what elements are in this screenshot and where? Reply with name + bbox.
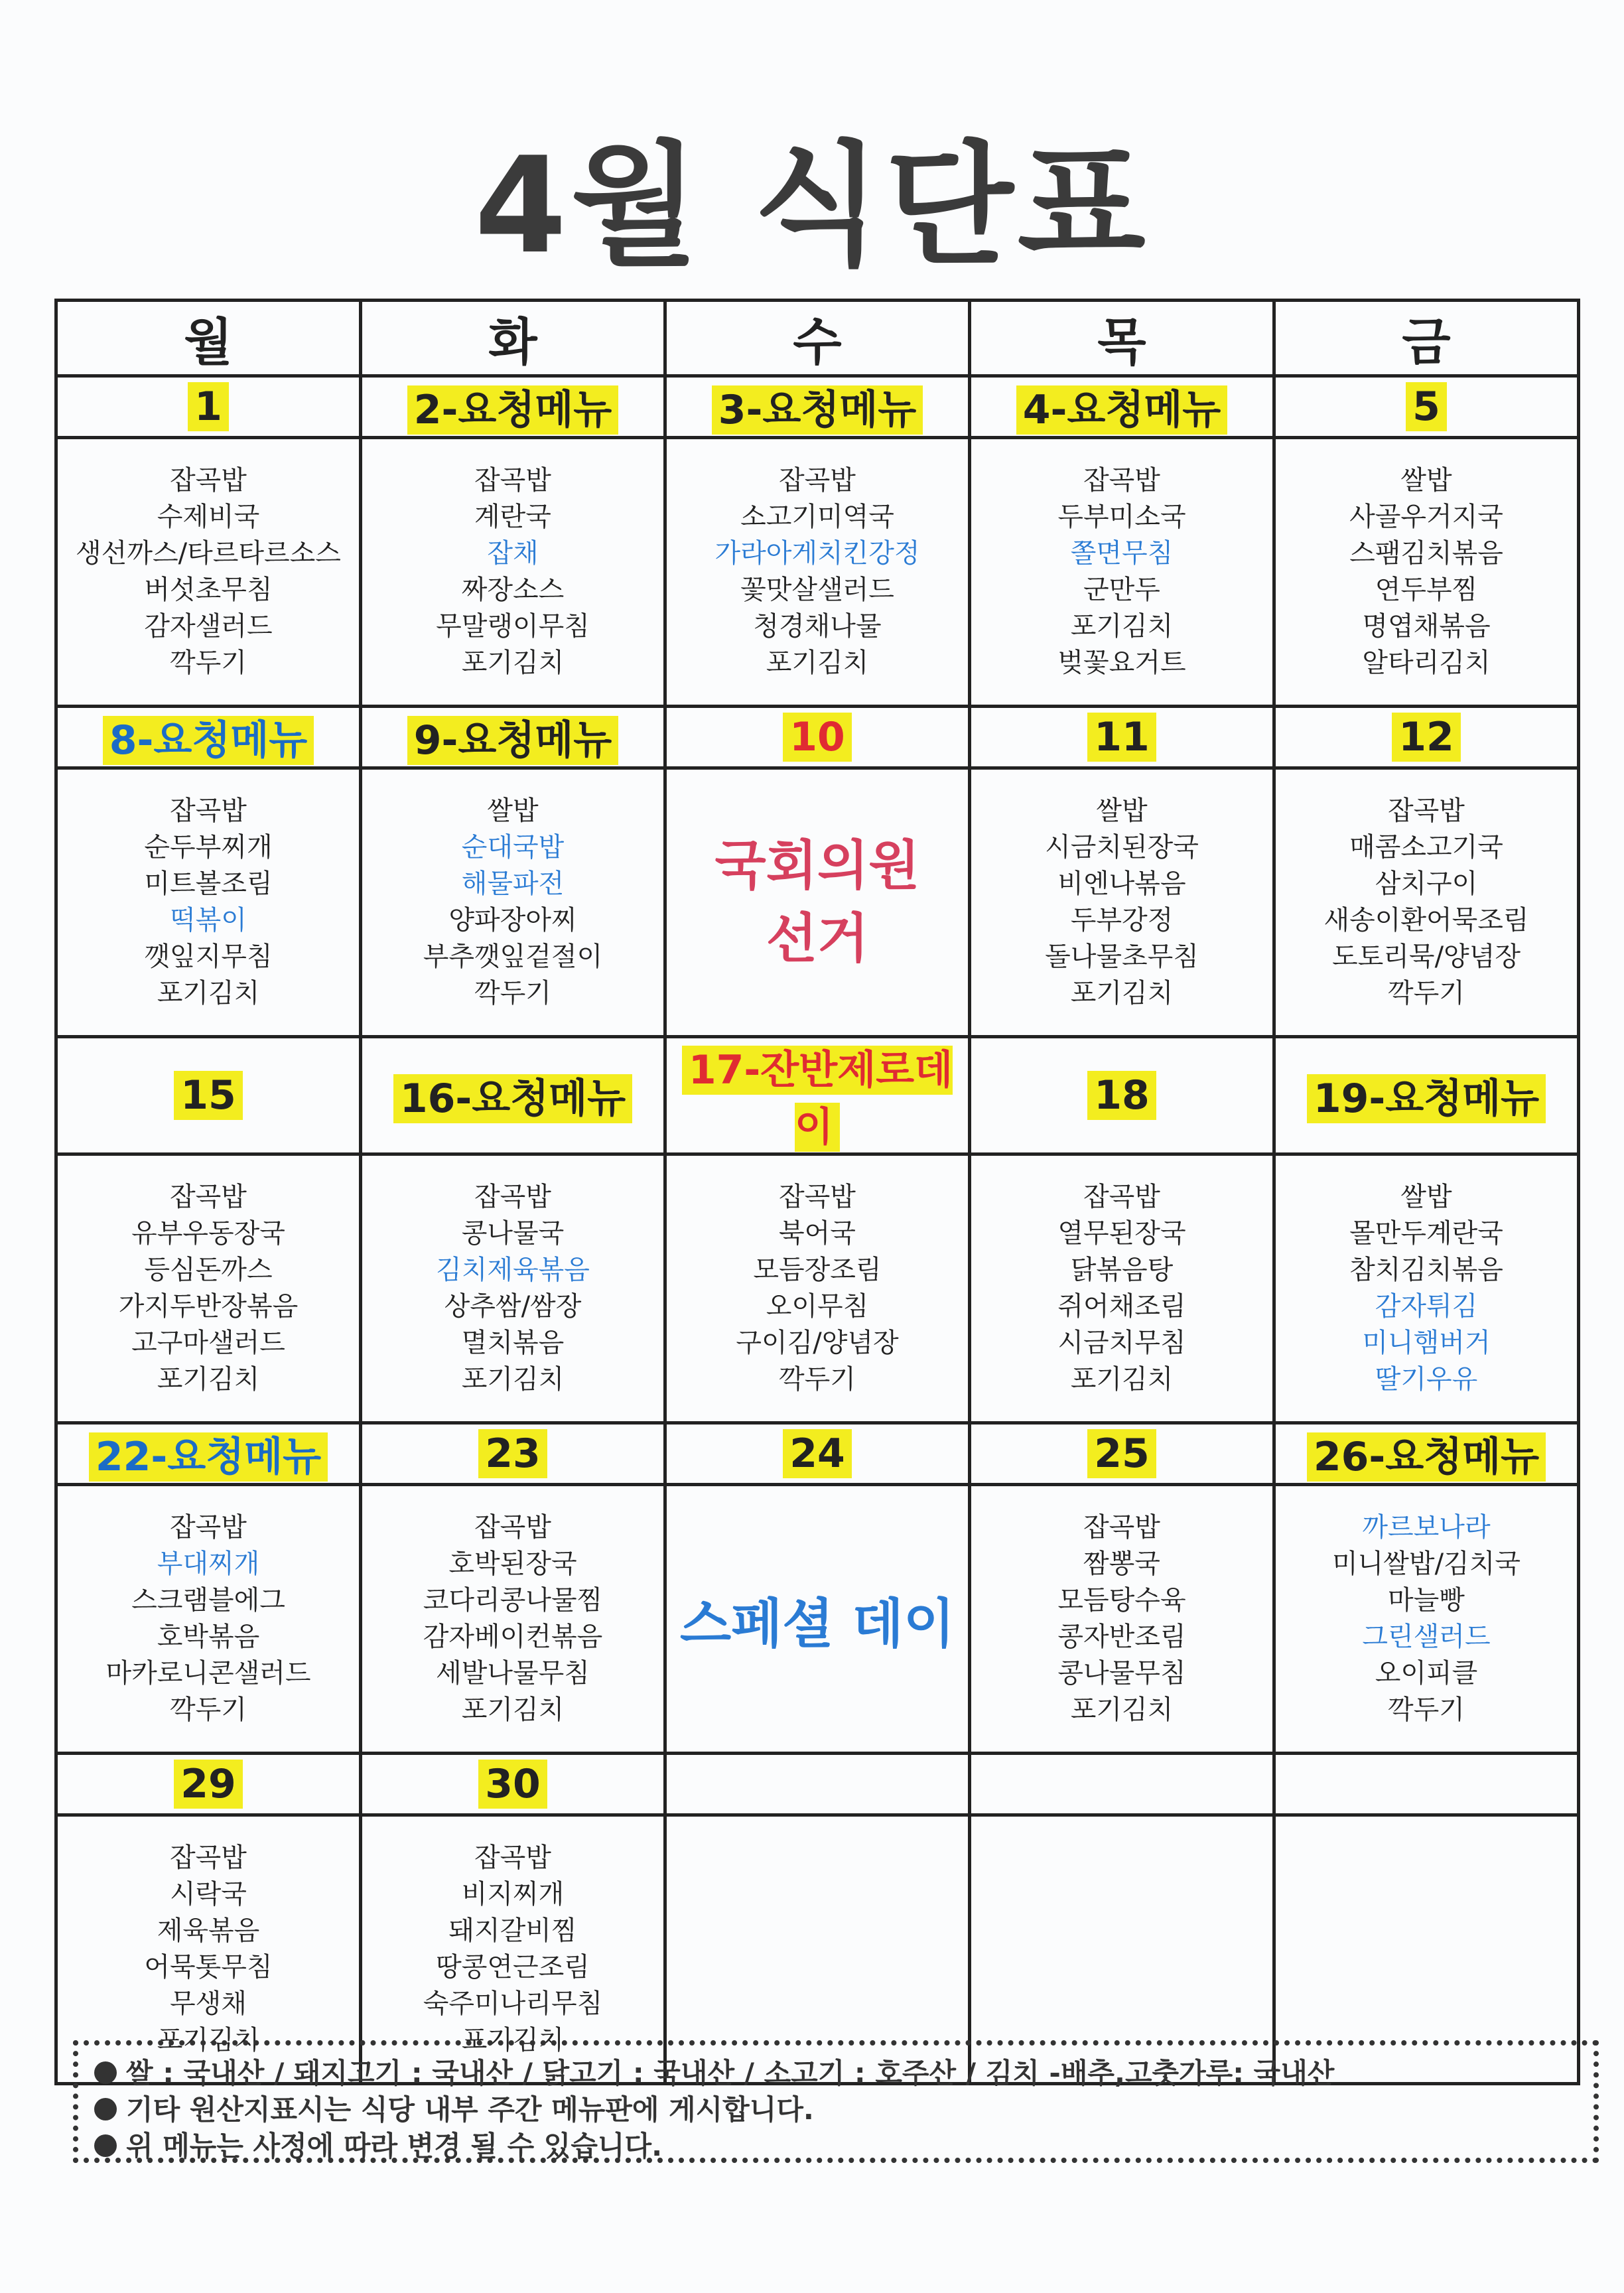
special-event-text: 스페셜 데이 <box>679 1592 955 1655</box>
menu-item: 감자샐러드 <box>144 611 273 642</box>
menu-item: 잡곡밥 <box>779 465 856 496</box>
note-text: 쌀 : 국내산 / 돼지고기 : 국내산 / 닭고기 : 국내산 / 소고기 : 호주산 / 김치 -배추,고춧가루: 국내산 <box>126 2057 1335 2089</box>
menu-item: 깻잎지무침 <box>144 941 273 972</box>
menu-item: 포기김치 <box>157 1364 260 1395</box>
note-line <box>94 2091 1578 2128</box>
menu-item: 상추쌈/쌈장 <box>444 1291 582 1322</box>
menu-item: 마늘빵 <box>1388 1585 1465 1616</box>
weekday-header: 화 <box>361 301 665 376</box>
menu-item: 도토리묵/양념장 <box>1332 941 1521 972</box>
menu-item: 호박볶음 <box>157 1622 260 1652</box>
menu-cell <box>970 438 1274 707</box>
menu-item: 부대찌개 <box>157 1549 260 1579</box>
menu-item: 시락국 <box>170 1879 247 1910</box>
menu-cell <box>1274 438 1579 707</box>
menu-cell <box>361 768 665 1037</box>
menu-item: 잡곡밥 <box>474 1512 551 1543</box>
menu-item: 쌀밥 <box>487 796 539 826</box>
menu-cell <box>970 1485 1274 1754</box>
menu-item: 벚꽃요거트 <box>1057 648 1186 678</box>
menu-item: 포기김치 <box>1070 1364 1174 1395</box>
menu-item: 꽃맛살샐러드 <box>740 575 894 605</box>
date-cell <box>361 1423 665 1485</box>
menu-item: 부추깻잎겉절이 <box>423 941 603 972</box>
date-cell <box>970 376 1274 438</box>
menu-item: 북어국 <box>779 1218 856 1249</box>
menu-list <box>362 793 663 1012</box>
menu-list <box>362 1840 663 2059</box>
menu-item: 멸치볶음 <box>461 1328 565 1358</box>
date-label: 3-요청메뉴 <box>712 385 923 435</box>
menu-list <box>58 1509 359 1728</box>
menu-cell <box>1274 768 1579 1037</box>
menu-cell <box>1274 1154 1579 1423</box>
menu-item: 잡곡밥 <box>1083 1182 1160 1212</box>
date-label: 29 <box>174 1760 243 1809</box>
menu-item: 잡곡밥 <box>170 1512 247 1543</box>
weekday-header: 목 <box>970 301 1274 376</box>
date-cell <box>361 1754 665 1815</box>
date-label: 25 <box>1087 1429 1156 1478</box>
menu-item: 포기김치 <box>461 1695 565 1725</box>
menu-item: 오이피클 <box>1375 1658 1478 1689</box>
bullet-icon <box>94 2098 117 2120</box>
date-cell <box>1274 1423 1579 1485</box>
menu-item: 스크램블에그 <box>131 1585 285 1616</box>
menu-list <box>362 1509 663 1728</box>
date-cell <box>665 1037 970 1154</box>
page-title: 4월 식단표 <box>474 129 1150 283</box>
date-cell <box>970 1423 1274 1485</box>
date-cell <box>970 1037 1274 1154</box>
menu-item: 등심돈까스 <box>144 1255 273 1285</box>
menu-list <box>58 1179 359 1398</box>
menu-item: 짜장소스 <box>461 575 565 605</box>
menu-item: 닭볶음탕 <box>1070 1255 1174 1285</box>
menu-cell <box>970 768 1274 1037</box>
menu-item: 미니쌀밥/김치국 <box>1332 1549 1521 1579</box>
menu-list <box>58 462 359 681</box>
menu-item: 포기김치 <box>1070 611 1174 642</box>
menu-item: 소고기미역국 <box>740 502 894 532</box>
menu-item: 깍두기 <box>1388 1695 1465 1725</box>
date-cell <box>970 707 1274 768</box>
date-label: 19-요청메뉴 <box>1307 1074 1546 1123</box>
menu-item: 계란국 <box>474 502 551 532</box>
menu-item: 포기김치 <box>461 2025 565 2055</box>
menu-item: 제육볶음 <box>157 1915 260 1946</box>
date-row <box>56 1037 1579 1154</box>
menu-item: 연두부찜 <box>1375 575 1478 605</box>
weekday-header: 금 <box>1274 301 1579 376</box>
menu-list <box>971 1179 1272 1398</box>
menu-item: 포기김치 <box>766 648 869 678</box>
menu-cell <box>665 1154 970 1423</box>
menu-item: 잡곡밥 <box>779 1182 856 1212</box>
date-cell <box>361 1037 665 1154</box>
menu-cell <box>56 1485 361 1754</box>
menu-item: 명엽채볶음 <box>1362 611 1491 642</box>
date-label: 26-요청메뉴 <box>1307 1432 1546 1482</box>
menu-item: 까르보나라 <box>1362 1512 1491 1543</box>
menu-item: 쌀밥 <box>1400 1182 1452 1212</box>
menu-item: 깍두기 <box>170 648 247 678</box>
menu-item: 감자튀김 <box>1375 1291 1478 1322</box>
date-row <box>56 1754 1579 1815</box>
menu-item: 땅콩연근조림 <box>436 1952 590 1982</box>
weekday-header: 월 <box>56 301 361 376</box>
menu-cell <box>1274 1485 1579 1754</box>
menu-item: 오이무침 <box>766 1291 869 1322</box>
menu-item: 모듬탕수육 <box>1057 1585 1186 1616</box>
menu-item: 생선까스/타르타르소스 <box>76 538 341 569</box>
menu-item: 김치제육볶음 <box>436 1255 590 1285</box>
menu-item: 포기김치 <box>461 1364 565 1395</box>
menu-item: 잡곡밥 <box>474 1842 551 1873</box>
menu-item: 고구마샐러드 <box>131 1328 285 1358</box>
menu-item: 쌀밥 <box>1400 465 1452 496</box>
menu-item: 열무된장국 <box>1057 1218 1186 1249</box>
menu-item: 코다리콩나물찜 <box>423 1585 603 1616</box>
menu-cell <box>665 438 970 707</box>
menu-item: 호박된장국 <box>448 1549 577 1579</box>
menu-item: 알타리김치 <box>1362 648 1491 678</box>
menu-list <box>971 793 1272 1012</box>
menu-list <box>971 1509 1272 1728</box>
date-label: 10 <box>783 713 852 762</box>
menu-cell <box>665 768 970 1037</box>
menu-item: 포기김치 <box>157 978 260 1008</box>
menu-list <box>667 1179 968 1398</box>
menu-item: 포기김치 <box>461 648 565 678</box>
menu-item: 새송이환어묵조림 <box>1323 905 1529 936</box>
date-label: 8-요청메뉴 <box>103 716 314 765</box>
menu-item: 청경채나물 <box>753 611 882 642</box>
menu-item: 순대국밥 <box>461 832 565 863</box>
menu-item: 구이김/양념장 <box>736 1328 899 1358</box>
note-text: 기타 원산지표시는 식당 내부 주간 메뉴판에 게시합니다. <box>126 2093 814 2126</box>
date-row <box>56 707 1579 768</box>
date-cell <box>1274 707 1579 768</box>
menu-item: 잡곡밥 <box>170 1842 247 1873</box>
menu-item: 비엔나볶음 <box>1057 869 1186 899</box>
bullet-icon <box>94 2134 117 2157</box>
menu-item: 스팸김치볶음 <box>1349 538 1503 569</box>
menu-item: 쫄면무침 <box>1070 538 1174 569</box>
date-cell <box>56 707 361 768</box>
menu-item: 무생채 <box>170 1988 247 2019</box>
date-label: 30 <box>478 1760 547 1809</box>
menu-item: 돌나물초무침 <box>1045 941 1199 972</box>
note-line <box>94 2128 1578 2164</box>
menu-item: 깍두기 <box>1388 978 1465 1008</box>
menu-item: 양파장아찌 <box>448 905 577 936</box>
menu-item: 버섯초무침 <box>144 575 273 605</box>
menu-item: 시금치된장국 <box>1045 832 1199 863</box>
menu-list <box>1276 1179 1577 1398</box>
date-label: 12 <box>1392 713 1461 762</box>
menu-item: 잡곡밥 <box>474 465 551 496</box>
date-cell <box>56 1037 361 1154</box>
menu-cell <box>361 1485 665 1754</box>
menu-item: 수제비국 <box>157 502 260 532</box>
menu-item: 포기김치 <box>1070 978 1174 1008</box>
date-row <box>56 1423 1579 1485</box>
menu-item: 포기김치 <box>157 2025 260 2055</box>
note-text: 위 메뉴는 사정에 따라 변경 될 수 있습니다. <box>126 2130 663 2162</box>
menu-item: 모듬장조림 <box>753 1255 882 1285</box>
menu-item: 잡곡밥 <box>474 1182 551 1212</box>
note-line <box>94 2055 1578 2091</box>
date-cell <box>56 1423 361 1485</box>
menu-list <box>1276 1509 1577 1728</box>
date-label: 16-요청메뉴 <box>393 1074 632 1123</box>
menu-cell <box>56 1154 361 1423</box>
menu-item: 돼지갈비찜 <box>448 1915 577 1946</box>
menu-cell <box>56 768 361 1037</box>
menu-item: 가라아게치킨강정 <box>714 538 920 569</box>
menu-row <box>56 1154 1579 1423</box>
menu-item: 미트볼조림 <box>144 869 273 899</box>
meal-plan-table <box>54 299 1580 2085</box>
menu-item: 잡곡밥 <box>170 796 247 826</box>
menu-item: 잡곡밥 <box>170 465 247 496</box>
menu-item: 깍두기 <box>170 1695 247 1725</box>
menu-row <box>56 768 1579 1037</box>
date-label: 9-요청메뉴 <box>407 716 619 765</box>
date-cell <box>665 1423 970 1485</box>
menu-list <box>362 1179 663 1398</box>
menu-item: 잡곡밥 <box>1388 796 1465 826</box>
menu-item: 떡볶이 <box>170 905 247 936</box>
menu-item: 유부우동장국 <box>131 1218 285 1249</box>
menu-cell <box>970 1154 1274 1423</box>
menu-item: 비지찌개 <box>461 1879 565 1910</box>
menu-item: 해물파전 <box>461 869 565 899</box>
weekday-header-row <box>56 301 1579 376</box>
menu-item: 깍두기 <box>779 1364 856 1395</box>
menu-cell <box>56 438 361 707</box>
menu-cell <box>665 1485 970 1754</box>
date-label: 4-요청메뉴 <box>1016 385 1228 435</box>
date-cell <box>665 376 970 438</box>
date-label: 2-요청메뉴 <box>407 385 619 435</box>
menu-item: 군만두 <box>1083 575 1160 605</box>
menu-item: 콩나물무침 <box>1057 1658 1186 1689</box>
menu-item: 쌀밥 <box>1096 796 1148 826</box>
menu-item: 짬뽕국 <box>1083 1549 1160 1579</box>
menu-item: 두부강정 <box>1070 905 1174 936</box>
weekday-header: 수 <box>665 301 970 376</box>
date-cell <box>361 707 665 768</box>
menu-item: 두부미소국 <box>1057 502 1186 532</box>
date-label: 17-잔반제로데이 <box>682 1046 953 1152</box>
menu-item: 어묵톳무침 <box>144 1952 273 1982</box>
date-cell <box>56 376 361 438</box>
menu-list <box>971 462 1272 681</box>
menu-list <box>1276 462 1577 681</box>
menu-item: 참치김치볶음 <box>1349 1255 1503 1285</box>
date-label: 15 <box>174 1071 243 1120</box>
date-label: 1 <box>188 382 229 431</box>
menu-item: 깍두기 <box>474 978 551 1008</box>
date-cell <box>1274 1037 1579 1154</box>
menu-cell <box>361 438 665 707</box>
menu-item: 마카로니콘샐러드 <box>105 1658 311 1689</box>
menu-list <box>58 1840 359 2059</box>
menu-item: 시금치무침 <box>1057 1328 1186 1358</box>
date-label: 24 <box>783 1429 852 1478</box>
menu-item: 사골우거지국 <box>1349 502 1503 532</box>
date-label: 22-요청메뉴 <box>89 1432 328 1482</box>
menu-item: 그린샐러드 <box>1362 1622 1491 1652</box>
menu-item: 포기김치 <box>1070 1695 1174 1725</box>
menu-item: 콩나물국 <box>461 1218 565 1249</box>
date-label: 23 <box>478 1429 547 1478</box>
menu-item: 콩자반조림 <box>1057 1622 1186 1652</box>
date-cell <box>1274 1754 1579 1815</box>
menu-item: 세발나물무침 <box>436 1658 590 1689</box>
menu-row <box>56 438 1579 707</box>
menu-list <box>1276 793 1577 1012</box>
menu-list <box>667 462 968 681</box>
menu-cell <box>361 1154 665 1423</box>
menu-item: 잡곡밥 <box>1083 1512 1160 1543</box>
menu-list <box>362 462 663 681</box>
menu-item: 딸기우유 <box>1375 1364 1478 1395</box>
menu-item: 순두부찌개 <box>144 832 273 863</box>
date-label: 11 <box>1087 713 1156 762</box>
menu-item: 숙주미나리무침 <box>423 1988 603 2019</box>
date-cell <box>665 1754 970 1815</box>
date-cell <box>665 707 970 768</box>
menu-list <box>58 793 359 1012</box>
menu-item: 몰만두계란국 <box>1349 1218 1503 1249</box>
menu-item: 미니햄버거 <box>1362 1328 1491 1358</box>
menu-item: 잡곡밥 <box>1083 465 1160 496</box>
special-event-text: 국회의원 선거 <box>714 835 920 969</box>
menu-item: 감자베이컨볶음 <box>423 1622 603 1652</box>
menu-item: 매콤소고기국 <box>1349 832 1503 863</box>
notes-box <box>73 2040 1599 2163</box>
date-cell <box>970 1754 1274 1815</box>
date-row <box>56 376 1579 438</box>
menu-item: 무말랭이무침 <box>436 611 590 642</box>
menu-item: 잡곡밥 <box>170 1182 247 1212</box>
menu-item: 삼치구이 <box>1375 869 1478 899</box>
date-cell <box>1274 376 1579 438</box>
menu-row <box>56 1485 1579 1754</box>
bullet-icon <box>94 2061 117 2084</box>
menu-item: 가지두반장볶음 <box>118 1291 299 1322</box>
menu-item: 쥐어채조림 <box>1057 1291 1186 1322</box>
date-label: 18 <box>1087 1071 1156 1120</box>
date-cell <box>56 1754 361 1815</box>
date-label: 5 <box>1406 382 1447 431</box>
menu-item: 잡채 <box>487 538 539 569</box>
date-cell <box>361 376 665 438</box>
